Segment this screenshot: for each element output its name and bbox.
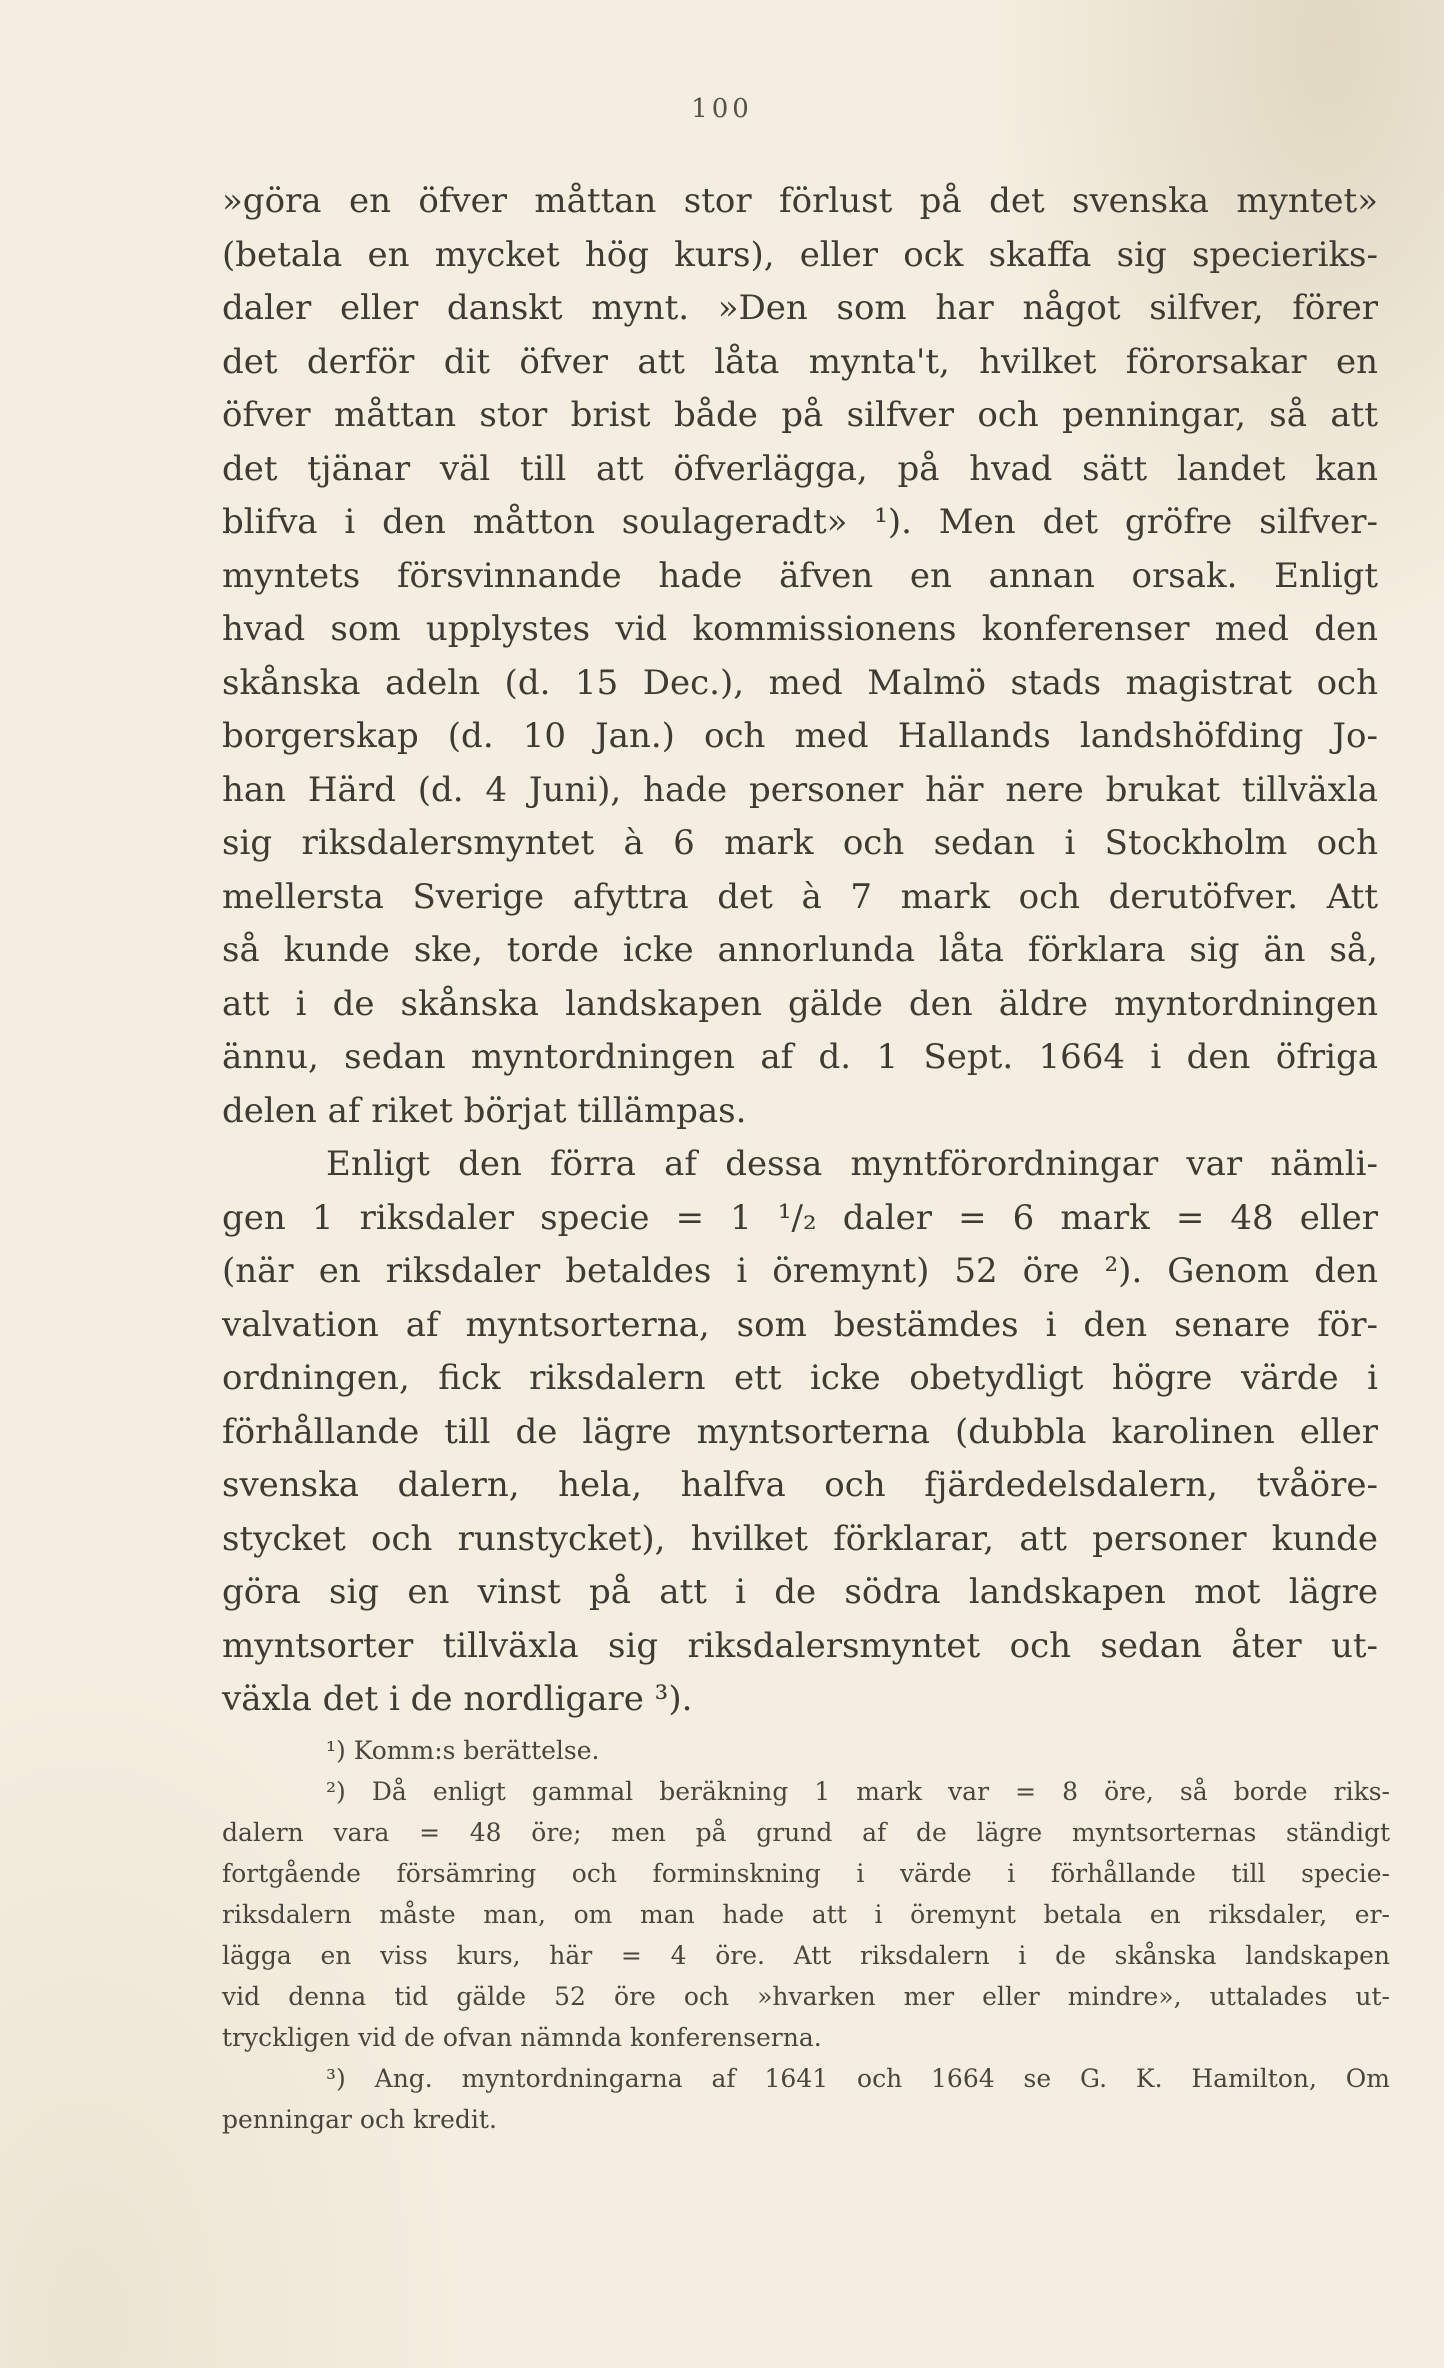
text-line: »göra en öfver måttan stor förlust på det svenska myntet» [222,181,1378,221]
text-line: valvation af myntsorterna, som bestämdes i den senare för- [222,1304,1378,1345]
text-line: så kunde ske, torde icke annorlunda låta förklara sig än så, [222,930,1378,970]
text-line: skånska adeln (d. 15 Dec.), med Malmö stads magistrat och [222,662,1378,703]
text-line: det derför dit öfver att låta mynta't, hvilket förorsakar en [222,341,1378,382]
footnote-line: vid denna tid gälde 52 öre och »hvarken mer eller mindre», uttalades ut- [222,1982,1390,2011]
footnotes [222,1730,1390,2140]
text-line: (när en riksdaler betaldes i öremynt) 52 öre ²). Genom den [222,1251,1378,1291]
text-line: blifva i den måtton soulageradt» ¹). Men det gröfre silfver- [222,502,1378,542]
page-number: 100 [691,94,753,124]
text-line: borgerskap (d. 10 Jan.) och med Hallands landshöfding Jo- [222,716,1378,756]
text-line: det tjänar väl till att öfverlägga, på hvad sätt landet kan [222,448,1378,489]
text-line: att i de skånska landskapen gälde den äldre myntordningen [222,983,1378,1024]
footnote-line: tryckligen vid de ofvan nämnda konferenserna. [222,2023,822,2052]
footnote-line: penningar och kredit. [222,2105,497,2134]
text-line: ordningen, fick riksdalern ett icke obetydligt högre värde i [222,1358,1378,1398]
footnote-line: ¹) Komm:s berättelse. [326,1736,600,1765]
text-line: sig riksdalersmyntet à 6 mark och sedan i Stockholm och [222,823,1378,863]
footnote-line: riksdalern måste man, om man hade att i öremynt betala en riksdaler, er- [222,1900,1390,1929]
footnote-line: dalern vara = 48 öre; men på grund af de lägre myntsorternas ständigt [222,1818,1390,1847]
text-line: mellersta Sverige afyttra det à 7 mark och derutöfver. Att [222,876,1378,917]
footnote-line: ³) Ang. myntordningarna af 1641 och 1664 se G. K. Hamilton, Om [326,2064,1390,2093]
text-line: förhållande till de lägre myntsorterna (dubbla karolinen eller [222,1411,1378,1452]
text-line: öfver måttan stor brist både på silfver och penningar, så att [222,395,1378,435]
text-line: myntsorter tillväxla sig riksdalersmyntet och sedan åter ut- [222,1625,1378,1666]
text-line: (betala en mycket hög kurs), eller ock skaffa sig specieriks- [222,234,1378,275]
footnote-line: lägga en viss kurs, här = 4 öre. Att riksdalern i de skånska landskapen [222,1941,1390,1970]
body-text [222,175,1378,1727]
text-line: gen 1 riksdaler specie = 1 ¹/₂ daler = 6 mark = 48 eller [222,1197,1378,1238]
text-line: ännu, sedan myntordningen af d. 1 Sept. 1664 i den öfriga [222,1037,1378,1077]
text-line: Enligt den förra af dessa myntförordningar var nämli- [326,1144,1378,1184]
text-line: svenska dalern, hela, halfva och fjärdedelsdalern, tvåöre- [222,1465,1378,1505]
text-line: han Härd (d. 4 Juni), hade personer här nere brukat tillväxla [222,769,1378,810]
footnote-line: ²) Då enligt gammal beräkning 1 mark var = 8 öre, så borde riks- [326,1777,1390,1806]
text-line: daler eller danskt mynt. »Den som har något silfver, förer [222,288,1378,328]
text-line: myntets försvinnande hade äfven en annan orsak. Enligt [222,555,1378,596]
text-line: delen af riket börjat tillämpas. [222,1090,747,1131]
footnote-line: fortgående försämring och forminskning i värde i förhållande till specie- [222,1859,1390,1888]
text-line: göra sig en vinst på att i de södra landskapen mot lägre [222,1572,1378,1612]
text-line: hvad som upplystes vid kommissionens konferenser med den [222,609,1378,649]
text-line: växla det i de nordligare ³). [222,1679,693,1719]
text-line: stycket och runstycket), hvilket förklarar, att personer kunde [222,1518,1378,1559]
footnote-divider [222,1718,522,1719]
